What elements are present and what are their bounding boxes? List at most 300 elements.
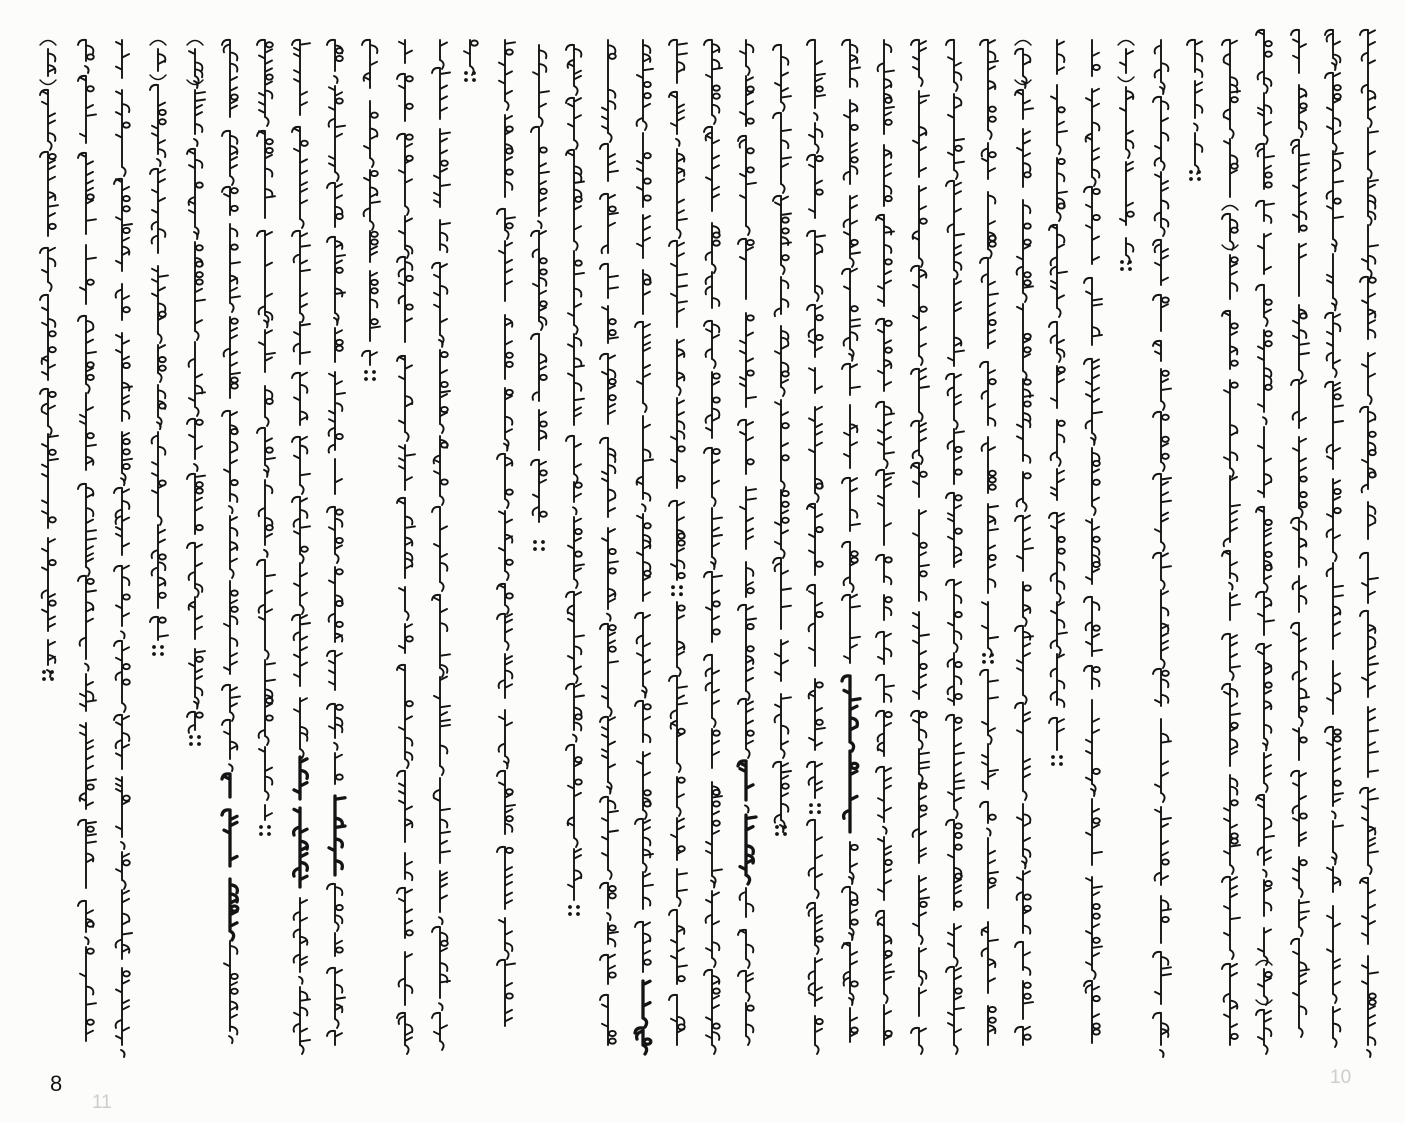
word-glyph	[257, 428, 275, 474]
word-glyph	[568, 517, 584, 588]
dot	[197, 735, 201, 739]
word-glyph	[1368, 178, 1378, 225]
comma-mark	[121, 1050, 125, 1057]
dot	[576, 912, 580, 916]
word-glyph	[1084, 278, 1102, 345]
dot	[472, 78, 476, 82]
comma-mark	[194, 464, 198, 471]
text-column	[807, 40, 825, 1054]
word-glyph	[230, 879, 238, 940]
word-glyph	[292, 231, 310, 322]
word-glyph	[775, 400, 789, 490]
word-glyph	[844, 196, 860, 267]
word-glyph	[259, 747, 272, 800]
comma-mark	[1263, 417, 1267, 424]
word-glyph	[294, 698, 307, 758]
word-glyph	[397, 356, 412, 441]
word-glyph	[809, 123, 822, 153]
word-glyph	[946, 493, 962, 567]
text-column	[635, 40, 653, 1054]
comma-mark	[334, 743, 338, 750]
word-glyph	[600, 995, 616, 1045]
word-glyph	[842, 943, 858, 1002]
word-glyph	[600, 438, 615, 517]
word-glyph	[704, 970, 720, 1054]
word-glyph	[329, 796, 345, 875]
text-column	[1049, 40, 1067, 766]
word-glyph	[948, 94, 964, 179]
word-glyph	[230, 516, 237, 578]
word-glyph	[913, 186, 927, 267]
word-glyph	[1187, 40, 1202, 77]
word-glyph	[669, 676, 687, 772]
word-glyph	[531, 231, 547, 330]
word-glyph	[499, 710, 512, 765]
word-glyph	[1153, 240, 1168, 285]
word-glyph	[946, 40, 961, 91]
word-glyph	[364, 101, 378, 167]
word-glyph	[600, 955, 616, 984]
full-stop-mark	[42, 670, 54, 681]
word-glyph	[114, 179, 132, 271]
word-glyph	[294, 898, 308, 972]
word-glyph	[80, 674, 96, 711]
word-glyph	[876, 215, 894, 306]
word-glyph	[911, 1028, 926, 1054]
word-glyph	[1222, 311, 1238, 369]
word-glyph	[114, 715, 129, 769]
text-column	[1291, 30, 1309, 1037]
word-glyph	[1230, 255, 1238, 299]
text-column	[1222, 40, 1240, 1045]
word-glyph	[434, 677, 450, 775]
word-glyph	[292, 373, 307, 425]
word-glyph	[259, 480, 273, 545]
word-glyph	[1057, 40, 1064, 74]
comma-mark	[229, 764, 233, 771]
word-glyph	[1291, 380, 1306, 428]
word-glyph	[876, 632, 891, 664]
word-glyph	[635, 701, 651, 742]
word-glyph	[671, 398, 685, 488]
word-glyph	[335, 753, 343, 784]
word-glyph	[844, 405, 857, 468]
comma-mark	[1263, 870, 1267, 877]
word-glyph	[637, 752, 651, 819]
word-glyph	[1017, 472, 1031, 511]
word-glyph	[1362, 353, 1375, 404]
word-glyph	[327, 1031, 342, 1045]
word-glyph	[911, 463, 927, 497]
word-glyph	[637, 416, 653, 501]
text-column	[362, 40, 380, 381]
word-glyph	[1258, 427, 1271, 497]
word-glyph	[988, 504, 998, 593]
full-stop-mark	[568, 905, 580, 916]
word-glyph	[397, 771, 412, 842]
word-glyph	[1256, 592, 1274, 635]
word-glyph	[292, 40, 310, 115]
word-glyph	[706, 272, 720, 308]
text-column	[704, 40, 722, 1054]
word-glyph	[566, 592, 584, 683]
word-glyph	[775, 694, 791, 758]
word-glyph	[704, 655, 719, 727]
word-glyph	[946, 715, 964, 818]
word-glyph	[773, 196, 791, 274]
word-glyph	[740, 815, 756, 884]
word-glyph	[397, 1013, 412, 1054]
word-glyph	[399, 445, 415, 490]
word-glyph	[158, 345, 166, 382]
comma-mark	[264, 320, 268, 327]
comma-mark	[121, 842, 125, 849]
word-glyph	[1291, 623, 1309, 726]
word-glyph	[1291, 939, 1309, 1037]
comma-mark	[1091, 789, 1095, 796]
word-glyph	[1264, 753, 1271, 792]
comma-mark	[642, 691, 646, 698]
word-glyph	[405, 853, 412, 880]
word-glyph	[187, 149, 203, 236]
word-glyph	[775, 326, 789, 396]
word-glyph	[876, 711, 892, 756]
word-glyph	[1293, 857, 1307, 897]
word-glyph	[911, 40, 926, 86]
word-glyph	[878, 40, 894, 134]
word-glyph	[257, 231, 272, 324]
word-glyph	[1153, 97, 1168, 170]
word-glyph	[116, 852, 130, 889]
word-glyph	[773, 558, 791, 629]
word-glyph	[946, 967, 964, 1054]
full-stop-mark	[1189, 170, 1201, 181]
word-glyph	[740, 76, 754, 126]
word-glyph	[497, 771, 515, 834]
dot	[152, 652, 156, 656]
word-glyph	[842, 595, 860, 663]
word-glyph	[706, 782, 722, 885]
word-glyph	[1360, 788, 1378, 874]
word-glyph	[809, 368, 822, 393]
word-glyph	[1086, 89, 1100, 186]
full-stop-mark	[1120, 260, 1132, 271]
word-glyph	[773, 45, 791, 111]
word-glyph	[982, 744, 998, 789]
word-glyph	[505, 388, 513, 448]
word-glyph	[1360, 407, 1376, 493]
word-glyph	[440, 871, 447, 912]
word-glyph	[706, 372, 720, 438]
word-glyph	[948, 279, 964, 366]
word-glyph	[1368, 128, 1378, 178]
word-glyph	[842, 542, 858, 592]
word-glyph	[807, 305, 823, 357]
word-glyph	[566, 98, 581, 149]
word-glyph	[568, 334, 584, 425]
dot	[189, 735, 193, 739]
word-glyph	[600, 264, 618, 298]
dot	[1120, 267, 1124, 271]
dot	[576, 905, 580, 909]
word-glyph	[1264, 880, 1272, 916]
word-glyph	[738, 699, 754, 758]
comma-mark	[334, 318, 338, 325]
word-glyph	[1230, 593, 1240, 620]
word-glyph	[1256, 201, 1274, 223]
text-column	[222, 40, 240, 1043]
word-glyph	[842, 40, 860, 87]
word-glyph	[531, 334, 547, 401]
word-glyph	[1368, 707, 1378, 777]
dot	[990, 653, 994, 657]
word-glyph	[432, 68, 450, 119]
dot	[50, 677, 54, 681]
word-glyph	[150, 617, 168, 640]
word-glyph	[294, 987, 310, 1054]
comma-mark	[85, 937, 89, 944]
word-glyph	[539, 410, 547, 450]
word-glyph	[1327, 151, 1343, 248]
dot	[1197, 170, 1201, 174]
dot	[982, 653, 986, 657]
word-glyph	[1092, 40, 1100, 76]
word-glyph	[1325, 30, 1340, 67]
text-column	[497, 40, 515, 1026]
word-glyph	[440, 350, 450, 433]
dot	[1059, 755, 1063, 759]
word-glyph	[807, 820, 822, 898]
word-glyph	[876, 911, 894, 1003]
word-glyph	[122, 432, 132, 482]
word-glyph	[600, 883, 616, 908]
word-glyph	[1291, 518, 1306, 567]
comma-mark	[1332, 303, 1336, 310]
word-glyph	[600, 797, 618, 879]
word-glyph	[643, 872, 653, 909]
word-glyph	[158, 385, 166, 426]
word-glyph	[78, 40, 94, 61]
dot	[160, 652, 164, 656]
word-glyph	[222, 810, 237, 866]
word-glyph	[913, 876, 929, 944]
word-glyph	[1222, 964, 1238, 1045]
word-glyph	[499, 654, 513, 698]
word-glyph	[775, 490, 789, 558]
comma-mark	[157, 159, 161, 166]
word-glyph	[1327, 661, 1340, 714]
comma-mark	[780, 825, 784, 832]
comma-mark	[1194, 124, 1198, 131]
word-glyph	[1258, 93, 1271, 144]
word-glyph	[497, 614, 512, 650]
word-glyph	[876, 675, 894, 702]
comma-mark	[121, 631, 125, 638]
word-glyph	[292, 615, 310, 686]
word-glyph	[1153, 1013, 1168, 1045]
word-glyph	[566, 45, 581, 95]
word-glyph	[440, 40, 447, 69]
full-stop-mark	[364, 370, 376, 381]
word-glyph	[1153, 553, 1171, 589]
word-glyph	[980, 258, 998, 348]
word-glyph	[740, 313, 756, 407]
word-glyph	[1161, 896, 1171, 943]
dot	[267, 832, 271, 836]
word-glyph	[224, 317, 240, 398]
word-glyph	[116, 284, 130, 320]
word-glyph	[1291, 771, 1307, 846]
comma-mark	[47, 670, 51, 677]
word-glyph	[1153, 341, 1161, 361]
word-glyph	[842, 269, 860, 358]
word-glyph	[1222, 634, 1240, 680]
word-glyph	[1051, 602, 1067, 655]
word-glyph	[982, 922, 998, 993]
word-glyph	[635, 819, 653, 872]
dot	[982, 660, 986, 664]
word-glyph	[294, 808, 308, 887]
word-glyph	[1017, 379, 1033, 463]
word-glyph	[807, 585, 823, 666]
word-glyph	[844, 100, 858, 184]
word-glyph	[637, 514, 651, 601]
text-column	[187, 41, 205, 746]
full-stop-mark	[809, 803, 821, 814]
word-glyph	[1325, 382, 1343, 469]
comma-mark	[1367, 1050, 1371, 1057]
text-column	[946, 40, 964, 1054]
word-glyph	[568, 251, 584, 334]
text-column	[980, 40, 998, 1045]
word-glyph	[257, 560, 275, 659]
dot	[533, 547, 537, 551]
word-glyph	[704, 572, 722, 642]
word-glyph	[116, 968, 130, 1045]
word-glyph	[980, 362, 996, 426]
word-glyph	[1360, 611, 1378, 697]
word-glyph	[48, 640, 55, 665]
word-glyph	[292, 437, 310, 494]
full-stop-mark	[1051, 755, 1063, 766]
word-glyph	[40, 152, 58, 236]
word-glyph	[876, 470, 894, 545]
comma-mark	[504, 444, 508, 451]
word-glyph	[432, 507, 447, 591]
comma-mark	[1022, 861, 1026, 868]
word-glyph	[399, 40, 412, 63]
word-glyph	[499, 40, 515, 110]
word-glyph	[499, 511, 513, 580]
comma-mark	[229, 506, 233, 513]
word-glyph	[600, 354, 616, 424]
word-glyph	[327, 704, 343, 738]
dot	[679, 592, 683, 596]
word-glyph	[399, 587, 409, 620]
word-glyph	[497, 847, 513, 909]
dot	[364, 377, 368, 381]
word-glyph	[434, 129, 450, 207]
word-glyph	[335, 933, 343, 956]
word-glyph	[1092, 448, 1100, 515]
word-glyph	[948, 653, 962, 705]
word-glyph	[738, 930, 753, 968]
word-glyph	[740, 487, 756, 549]
word-glyph	[259, 660, 275, 745]
comma-mark	[642, 504, 646, 511]
word-glyph	[1051, 420, 1065, 466]
word-glyph	[1051, 366, 1065, 408]
word-glyph	[1293, 437, 1307, 517]
word-glyph	[116, 333, 132, 421]
comma-mark	[849, 933, 853, 940]
word-glyph	[1256, 507, 1272, 592]
word-glyph	[913, 612, 929, 699]
word-glyph	[844, 751, 858, 832]
comma-mark	[538, 221, 542, 228]
word-glyph	[224, 581, 238, 674]
word-glyph	[1126, 238, 1133, 264]
word-glyph	[842, 676, 860, 751]
word-glyph	[222, 685, 240, 721]
word-glyph	[738, 605, 756, 700]
word-glyph	[1360, 878, 1375, 944]
dot	[267, 825, 271, 829]
word-glyph	[982, 437, 996, 493]
dot	[809, 810, 813, 814]
comma-mark	[194, 232, 198, 239]
word-glyph	[152, 266, 168, 343]
text-column	[327, 40, 345, 1045]
word-glyph	[669, 501, 685, 580]
word-glyph	[740, 40, 753, 75]
word-glyph	[809, 958, 822, 1006]
word-glyph	[1222, 40, 1240, 138]
word-glyph	[432, 927, 450, 998]
word-glyph	[1084, 981, 1100, 1043]
comma-mark	[85, 664, 89, 671]
comma-mark	[194, 702, 198, 709]
word-glyph	[1086, 700, 1100, 793]
word-glyph	[775, 640, 788, 681]
word-glyph	[1256, 795, 1274, 865]
text-column	[1153, 40, 1171, 1057]
dot	[671, 592, 675, 596]
word-glyph	[1256, 30, 1272, 93]
word-glyph	[706, 223, 720, 273]
word-glyph	[78, 76, 96, 143]
word-glyph	[1222, 214, 1238, 250]
word-glyph	[568, 849, 581, 900]
word-glyph	[464, 40, 478, 75]
comma-mark	[1332, 63, 1336, 70]
word-glyph	[948, 924, 961, 966]
comma-mark	[849, 877, 853, 884]
dot	[568, 905, 572, 909]
word-glyph	[1153, 412, 1169, 471]
dot	[464, 78, 468, 82]
word-glyph	[1327, 563, 1343, 649]
word-glyph	[911, 711, 927, 749]
word-glyph	[635, 1028, 651, 1054]
word-glyph	[440, 220, 450, 252]
word-glyph	[1195, 133, 1202, 174]
text-column	[1360, 30, 1378, 1057]
word-glyph	[635, 613, 650, 695]
word-glyph	[1084, 359, 1102, 442]
word-glyph	[434, 436, 448, 505]
word-glyph	[1015, 90, 1033, 119]
